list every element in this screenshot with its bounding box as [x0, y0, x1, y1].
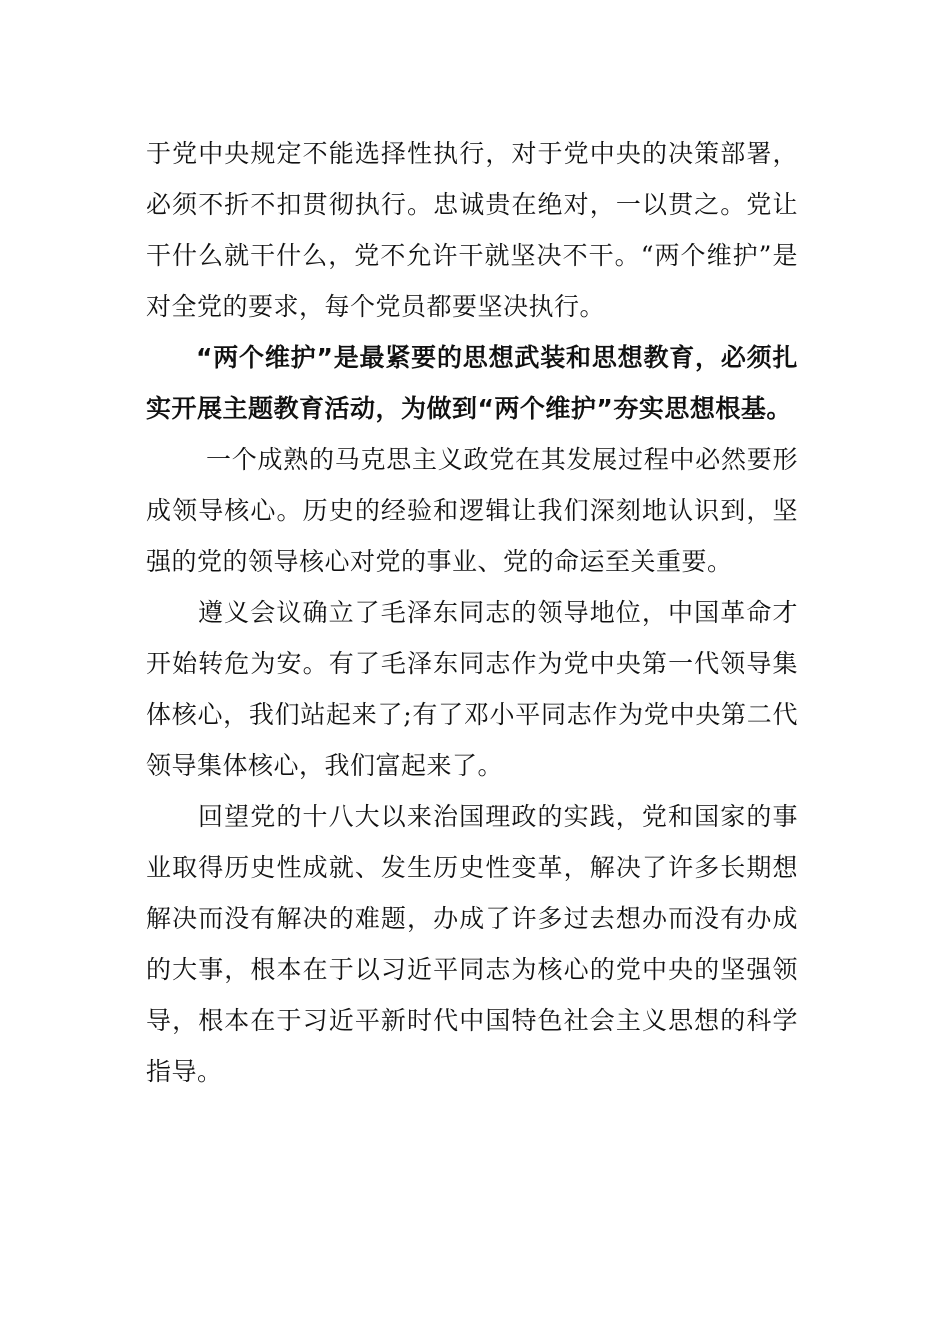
paragraph-zunyi-meeting: 遵义会议确立了毛泽东同志的领导地位，中国革命才开始转危为安。有了毛泽东同志作为党中央第一代领导集体核心，我们站起来了;有了邓小平同志作为党中央第二代领导集体核心，我们富起来了。 — [146, 598, 798, 780]
paragraph-since-18th-congress: 回望党的十八大以来治国理政的实践，党和国家的事业取得历史性成就、发生历史性变革，解决了许多长期想解决而没有解决的难题，办成了许多过去想办而没有办成的大事，根本在于以习近平同志为核心的党中央的坚强领导，根本在于习近平新时代中国特色社会主义思想的科学指导。 — [146, 802, 798, 1086]
paragraph-bold-heading: “两个维护”是最紧要的思想武装和思想教育，必须扎实开展主题教育活动，为做到“两个维护”夯实思想根基。 — [146, 343, 798, 423]
paragraph-leadership-core: 一个成熟的马克思主义政党在其发展过程中必然要形成领导核心。历史的经验和逻辑让我们深刻地认识到，坚强的党的领导核心对党的事业、党的命运至关重要。 — [146, 445, 798, 576]
paragraph-continuation: 于党中央规定不能选择性执行，对于党中央的决策部署，必须不折不扣贯彻执行。忠诚贵在绝对，一以贯之。党让干什么就干什么，党不允许干就坚决不干。“两个维护”是对全党的要求，每个党员都要坚决执行。 — [146, 139, 798, 321]
document-body — [146, 128, 798, 1097]
